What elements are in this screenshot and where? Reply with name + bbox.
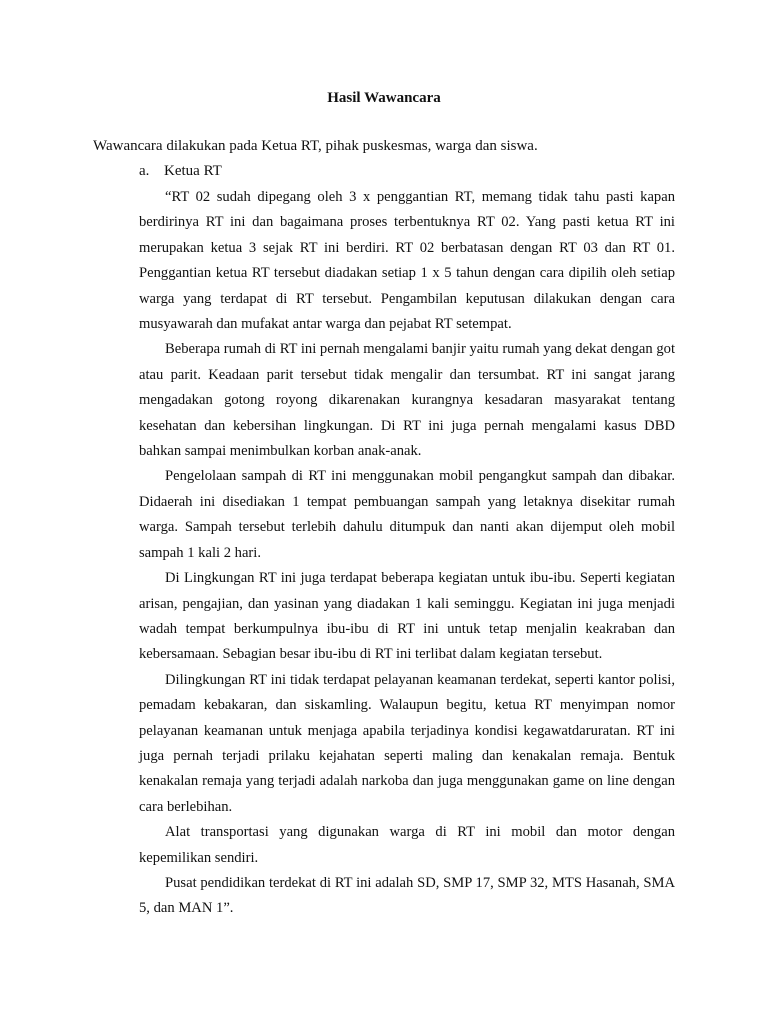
paragraph: Dilingkungan RT ini tidak terdapat pelayanan keamanan terdekat, seperti kantor polisi, pemadam kebakaran, dan siskamling. Walaupun begitu, ketua RT menyimpan nomor pelayanan keamanan untuk menjaga apabila terjadinya kondisi kegawatdaruratan. RT ini juga pernah terjadi prilaku kejahatan seperti maling dan kenakalan remaja. Bentuk kenakalan remaja yang terjadi adalah narkoba dan juga menggunakan game on line dengan cara berlebihan.	[139, 671, 675, 815]
paragraph: Beberapa rumah di RT ini pernah mengalami banjir yaitu rumah yang dekat dengan got atau parit. Keadaan parit tersebut tidak mengalir dan tersumbat. RT ini sangat jarang mengadakan gotong royong dikarenakan kurangnya kesadaran masyarakat tentang kesehatan dan kebersihan lingkungan. Di RT ini juga pernah mengalami kasus DBD bahkan sampai menimbulkan korban anak-anak.	[139, 341, 675, 460]
paragraph: Pengelolaan sampah di RT ini menggunakan mobil pengangkut sampah dan dibakar. Didaerah ini disediakan 1 tempat pembuangan sampah yang letaknya disekitar rumah warga. Sampah tersebut terlebih dahulu ditumpuk dan nanti akan dijemput oleh mobil sampah 1 kali 2 hari.	[139, 468, 675, 561]
document-title: Hasil Wawancara	[327, 90, 441, 106]
paragraph: Pusat pendidikan terdekat di RT ini adalah SD, SMP 17, SMP 32, MTS Hasanah, SMA 5, dan MAN 1”.	[139, 874, 675, 917]
document-body	[139, 185, 675, 922]
paragraph: Di Lingkungan RT ini juga terdapat beberapa kegiatan untuk ibu-ibu. Seperti kegiatan arisan, pengajian, dan yasinan yang diadakan 1 kali seminggu. Kegiatan ini juga menjadi wadah tempat berkumpulnya ibu-ibu di RT ini untuk tetap menjalin keakraban dan kebersamaan. Sebagian besar ibu-ibu di RT ini terlibat dalam kegiatan tersebut.	[139, 570, 675, 663]
section-heading	[139, 161, 222, 181]
intro-text: Wawancara dilakukan pada Ketua RT, pihak puskesmas, warga dan siswa.	[93, 138, 538, 154]
paragraph: “RT 02 sudah dipegang oleh 3 x penggantian RT, memang tidak tahu pasti kapan berdirinya RT ini dan bagaimana proses terbentuknya RT 02. Yang pasti ketua RT ini merupakan ketua 3 sejak RT ini berdiri. RT 02 berbatasan dengan RT 03 dan RT 01. Penggantian ketua RT tersebut diadakan setiap 1 x 5 tahun dengan cara dipilih oleh setiap warga yang terdapat di RT tersebut. Pengambilan keputusan dilakukan dengan cara musyawarah dan mufakat antar warga dan pejabat RT setempat.	[139, 189, 675, 333]
paragraph: Alat transportasi yang digunakan warga di RT ini mobil dan motor dengan kepemilikan sendiri.	[139, 824, 675, 866]
section-marker: a.	[139, 163, 150, 179]
section-heading-text: Ketua RT	[164, 163, 222, 179]
